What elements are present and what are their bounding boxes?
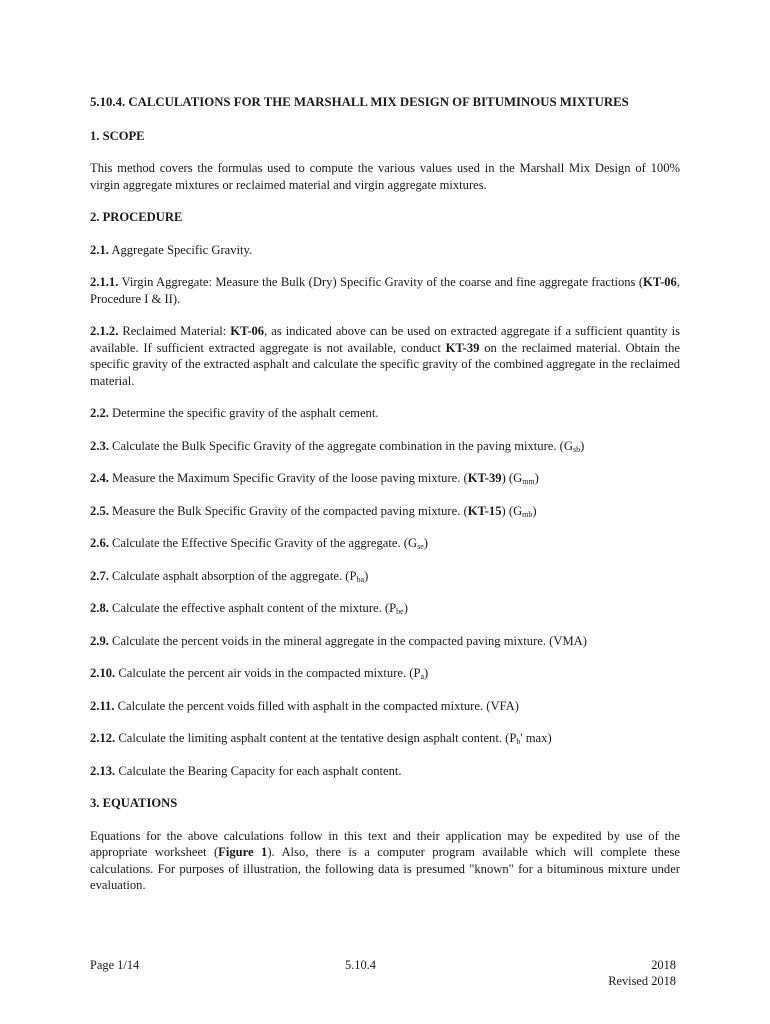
scope-paragraph: This method covers the formulas used to compute the various values used in the Marshall Mix Design of 100% virgin aggregate mixtures or reclaimed material and virgin aggregate mixtures. — [90, 161, 680, 192]
step-2-13 — [90, 763, 680, 780]
step-2-12 — [90, 730, 680, 747]
subscript: be — [396, 607, 404, 616]
page-number: Page 1/14 — [90, 958, 140, 972]
step-2-6 — [90, 535, 680, 552]
step-2-9 — [90, 633, 680, 650]
step-text-end: ' max) — [520, 731, 552, 745]
step-2-1-2 — [90, 323, 680, 389]
step-number: 2.8. — [90, 601, 109, 615]
subscript: sb — [572, 444, 581, 454]
step-number: 2.1.2. — [90, 324, 119, 338]
step-text-end: ) — [580, 438, 585, 453]
step-text: Calculate the Bulk Specific Gravity of the aggregate combination in the paving mixture. (G — [108, 438, 573, 453]
step-text: Calculate the percent voids filled with asphalt in the compacted mixture. (VFA) — [114, 698, 519, 713]
test-reference: KT-06 — [230, 324, 265, 338]
step-2-8 — [90, 600, 680, 617]
step-2-1 — [90, 242, 680, 259]
step-number: 2.2. — [90, 406, 109, 420]
paragraph-text: Equations for the above calculations follow in this text and their application may be expedited by use of the appropriate worksheet ( — [90, 828, 680, 859]
section-heading-equations: 3. EQUATIONS — [90, 796, 178, 810]
step-text-end: ) — [423, 536, 428, 550]
step-2-11 — [90, 698, 680, 715]
step-text: ) (G — [501, 471, 523, 485]
subscript: a — [420, 672, 425, 681]
step-text: Calculate the percent voids in the mineral aggregate in the compacted paving mixture. (VMA) — [108, 633, 587, 648]
test-reference: KT-39 — [467, 471, 502, 485]
step-text: Calculate the limiting asphalt content at the tentative design asphalt content. (P — [115, 731, 517, 745]
subscript: mb — [522, 509, 533, 519]
step-text: Virgin Aggregate: Measure the Bulk (Dry) Specific Gravity of the coarse and fine aggregate fractions ( — [118, 275, 644, 289]
subscript: ba — [356, 574, 365, 584]
section-heading-procedure: 2. PROCEDURE — [90, 210, 183, 224]
step-text-end: ) — [532, 503, 537, 518]
step-text-end: ) — [364, 568, 369, 583]
step-text: Aggregate Specific Gravity. — [108, 242, 253, 257]
step-text: Measure the Maximum Specific Gravity of the loose paving mixture. ( — [108, 471, 468, 485]
step-number: 2.7. — [90, 568, 109, 583]
step-2-3 — [90, 438, 680, 455]
step-text-end: ) — [534, 471, 539, 485]
revision-info — [608, 957, 676, 989]
step-2-4 — [90, 470, 680, 487]
step-text: Measure the Bulk Specific Gravity of the compacted paving mixture. ( — [108, 503, 468, 518]
step-number: 2.4. — [90, 471, 109, 485]
step-text: Calculate asphalt absorption of the aggregate. (P — [108, 568, 357, 583]
step-text: Calculate the Bearing Capacity for each asphalt content. — [115, 763, 402, 778]
step-text: on the reclaimed material. Obtain the specific gravity of the extracted asphalt and calculate the specific gravity of the combined aggregate in the reclaimed material. — [90, 340, 680, 388]
document-title: 5.10.4. CALCULATIONS FOR THE MARSHALL MIX DESIGN OF BITUMINOUS MIXTURES — [90, 95, 629, 109]
section-heading-scope: 1. SCOPE — [90, 128, 145, 143]
step-number: 2.5. — [90, 503, 109, 518]
subscript: se — [417, 542, 424, 551]
step-2-10 — [90, 665, 680, 682]
step-text: , as indicated above can be used on extracted aggregate if a sufficient quantity is available. If sufficient extracted aggregate is not available, conduct — [90, 324, 681, 355]
step-text: ) (G — [501, 503, 523, 518]
step-2-2 — [90, 405, 680, 422]
step-number: 2.10. — [90, 666, 116, 680]
step-text-end: ) — [403, 601, 408, 615]
figure-reference: Figure 1 — [218, 845, 268, 859]
step-2-1-1 — [90, 274, 680, 307]
step-number: 2.1. — [90, 242, 109, 257]
step-number: 2.11. — [90, 698, 115, 713]
year: 2018 — [651, 958, 676, 972]
section-number: 5.10.4 — [345, 958, 376, 972]
equations-paragraph — [90, 828, 680, 894]
step-number: 2.9. — [90, 633, 109, 648]
step-text: Calculate the percent air voids in the compacted mixture. (P — [115, 666, 421, 680]
revised-date: Revised 2018 — [608, 974, 676, 988]
step-text: Determine the specific gravity of the asphalt cement. — [108, 406, 379, 420]
step-text-end: ) — [424, 666, 429, 680]
step-2-7 — [90, 568, 680, 585]
page-footer — [90, 957, 680, 997]
document-body — [90, 94, 680, 910]
subscript: mm — [522, 477, 535, 486]
step-number: 2.3. — [90, 438, 109, 453]
step-2-5 — [90, 503, 680, 520]
step-text: Calculate the effective asphalt content of the mixture. (P — [108, 601, 397, 615]
step-text: Reclaimed Material: — [118, 324, 231, 338]
step-number: 2.6. — [90, 536, 109, 550]
step-number: 2.1.1. — [90, 275, 119, 289]
test-reference: KT-15 — [467, 503, 502, 518]
step-text: , Procedure I & II). — [90, 275, 680, 306]
step-number: 2.12. — [90, 731, 116, 745]
test-reference: KT-06 — [643, 275, 677, 289]
test-reference: KT-39 — [445, 340, 480, 355]
subscript: b — [516, 737, 521, 746]
paragraph-text: ). Also, there is a computer program available which will complete these calculations. For purposes of illustration, the following data is presumed "known" for a bituminous mixture under evaluation. — [90, 845, 681, 892]
step-number: 2.13. — [90, 763, 116, 778]
step-text: Calculate the Effective Specific Gravity of the aggregate. (G — [108, 536, 418, 550]
